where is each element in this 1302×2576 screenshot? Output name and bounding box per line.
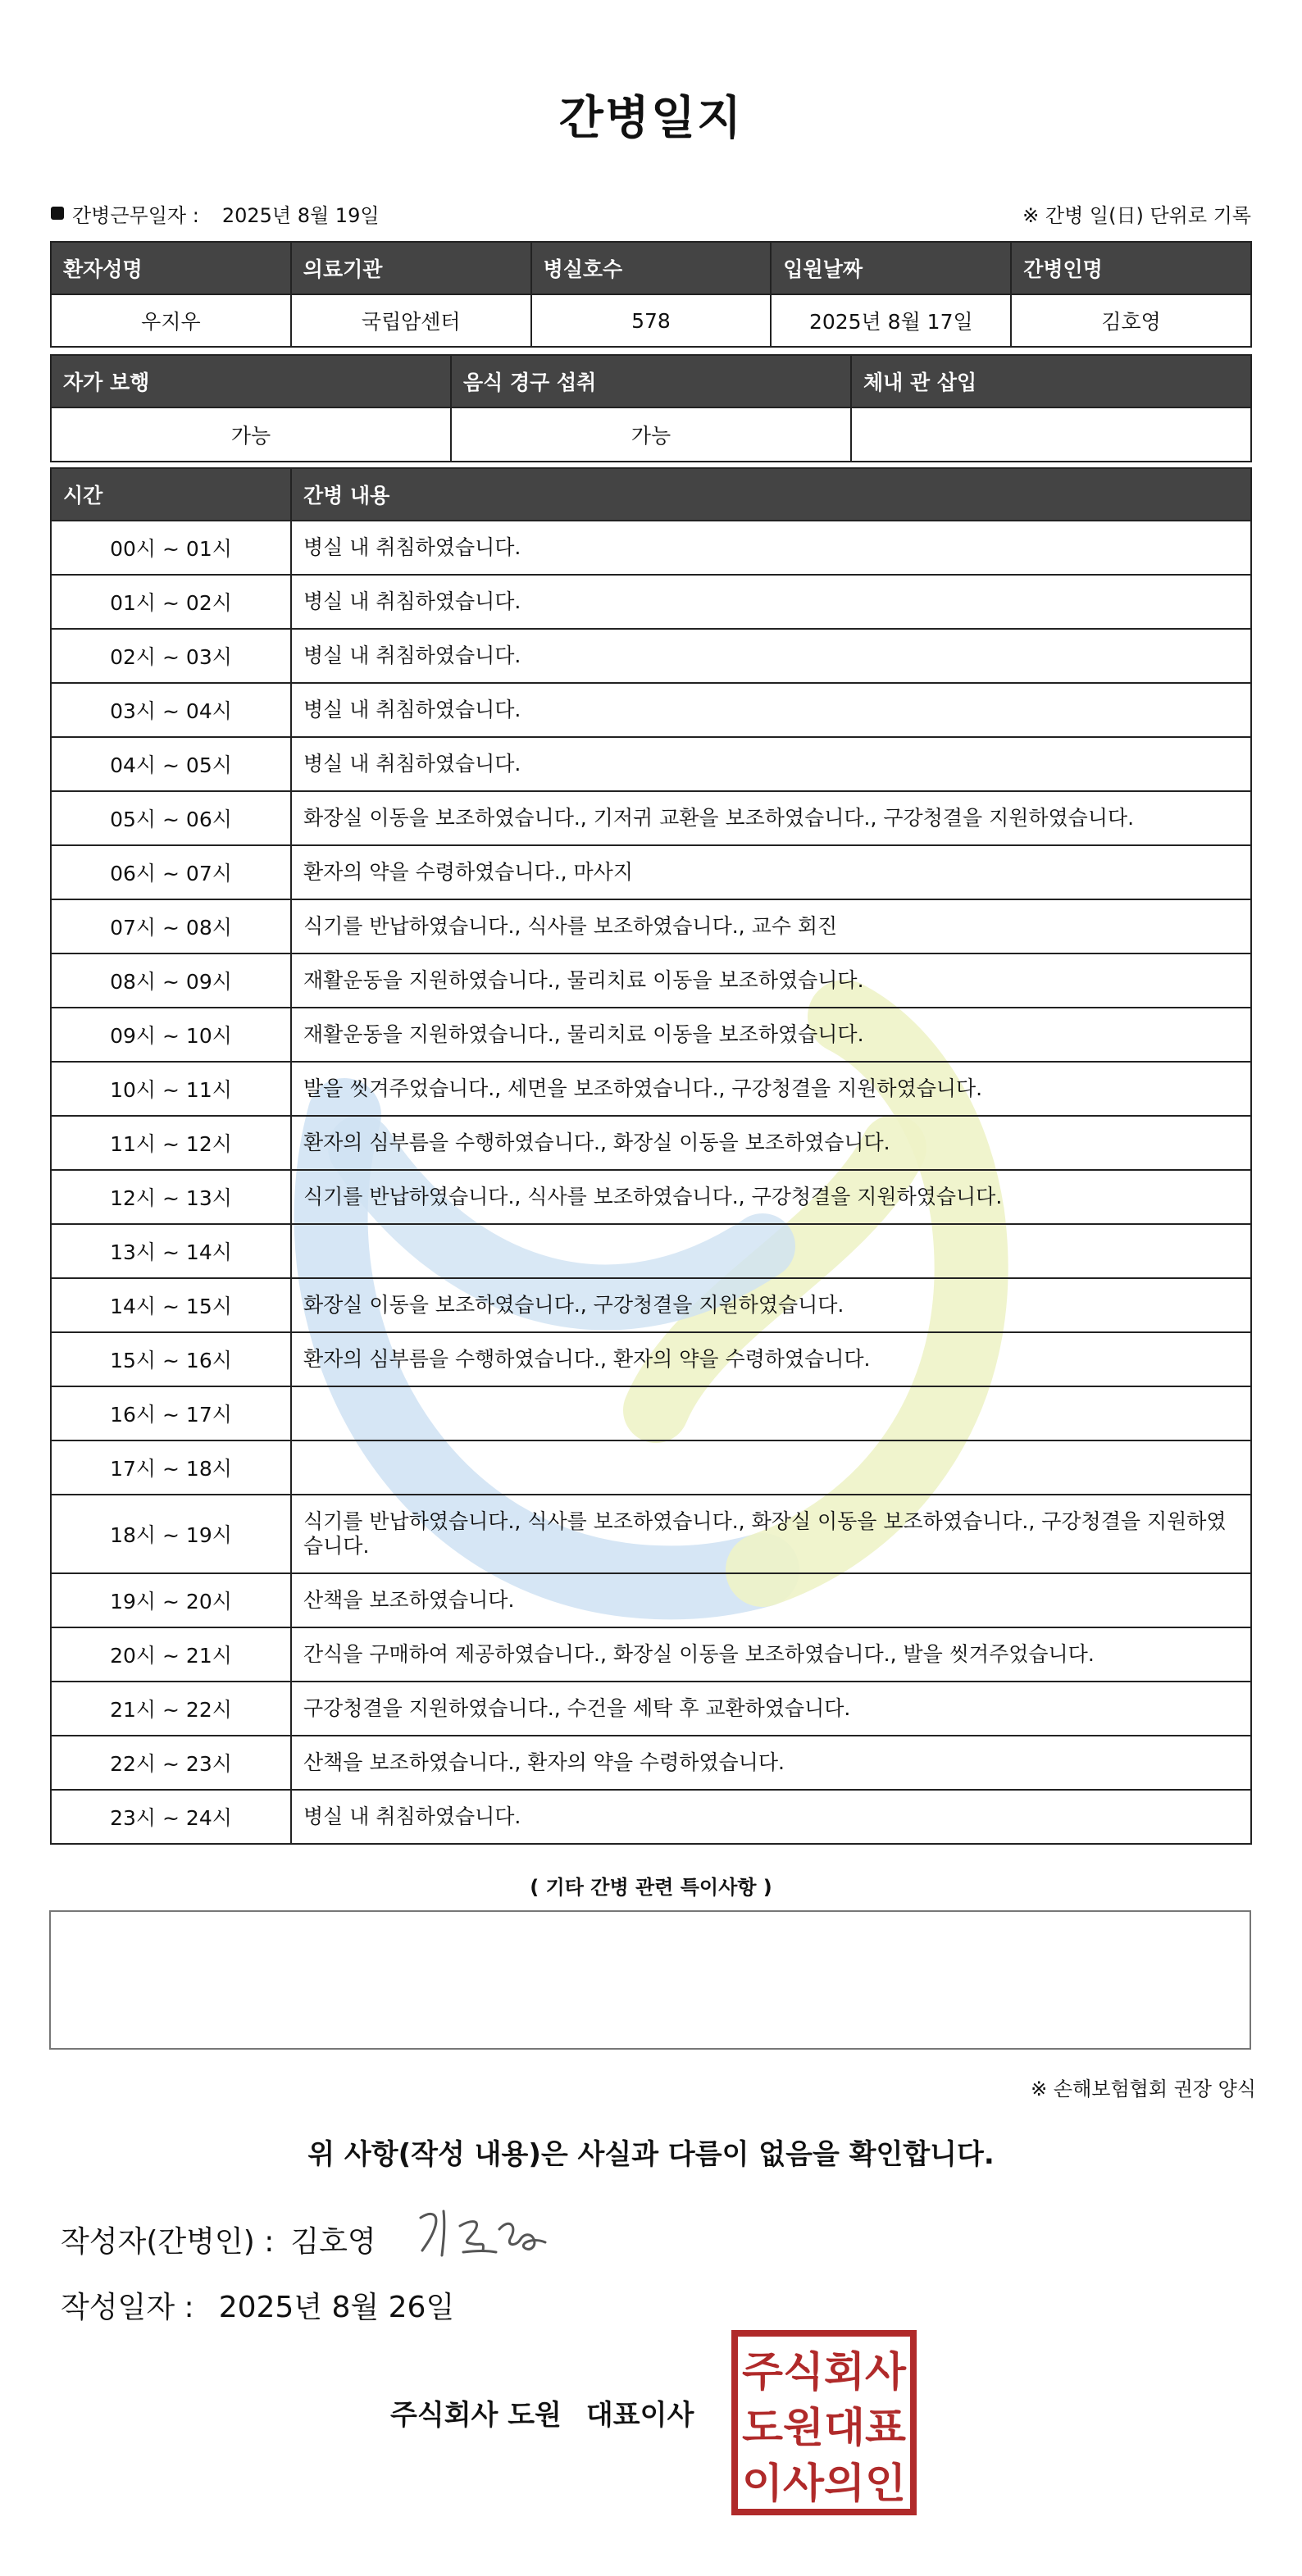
content-cell: 환자의 심부름을 수행하였습니다., 환자의 약을 수령하였습니다. [291, 1332, 1251, 1386]
time-cell: 17시 ~ 18시 [51, 1440, 291, 1495]
writer-name: 김호영 [290, 2225, 376, 2259]
time-cell: 22시 ~ 23시 [51, 1736, 291, 1790]
table-row [51, 1170, 1251, 1224]
caregiver-name: 김호영 [1011, 294, 1251, 347]
time-cell: 19시 ~ 20시 [51, 1573, 291, 1627]
table-row [51, 1224, 1251, 1278]
time-cell: 07시 ~ 08시 [51, 899, 291, 953]
time-cell: 23시 ~ 24시 [51, 1790, 291, 1844]
table-row [51, 737, 1251, 791]
header-oral-intake: 음식 경구 섭취 [451, 355, 851, 407]
table-row [51, 1627, 1251, 1682]
time-cell: 08시 ~ 09시 [51, 953, 291, 1008]
room-number: 578 [531, 294, 772, 347]
time-cell: 14시 ~ 15시 [51, 1278, 291, 1332]
table-row [51, 1440, 1251, 1495]
table-row [51, 521, 1251, 575]
table-row [51, 1573, 1251, 1627]
header-hospital: 의료기관 [291, 242, 531, 294]
content-cell: 병실 내 취침하였습니다. [291, 683, 1251, 737]
time-cell: 21시 ~ 22시 [51, 1682, 291, 1736]
content-cell: 환자의 심부름을 수행하였습니다., 화장실 이동을 보조하였습니다. [291, 1116, 1251, 1170]
svg-text:주식회사: 주식회사 [742, 2348, 907, 2396]
content-cell: 재활운동을 지원하였습니다., 물리치료 이동을 보조하였습니다. [291, 1008, 1251, 1062]
header-patient-name: 환자성명 [51, 242, 291, 294]
company-role: 대표이사 [585, 2399, 694, 2432]
content-cell: 재활운동을 지원하였습니다., 물리치료 이동을 보조하였습니다. [291, 953, 1251, 1008]
content-cell: 식기를 반납하였습니다., 식사를 보조하였습니다., 구강청결을 지원하였습니다. [291, 1170, 1251, 1224]
hospital-name: 국립암센터 [291, 294, 531, 347]
time-cell: 01시 ~ 02시 [51, 575, 291, 629]
content-cell: 병실 내 취침하였습니다. [291, 629, 1251, 683]
written-date-label: 작성일자 : [61, 2291, 194, 2324]
table-row [51, 1790, 1251, 1844]
patient-status-table [50, 354, 1252, 462]
table-row [51, 683, 1251, 737]
table-row [51, 953, 1251, 1008]
content-cell: 화장실 이동을 보조하였습니다., 기저귀 교환을 보조하였습니다., 구강청결을 지원하였습니다. [291, 791, 1251, 845]
header-tube-insertion: 체내 관 삽입 [851, 355, 1251, 407]
work-date-label: 간병근무일자 : [72, 203, 199, 227]
svg-text:도원대표: 도원대표 [742, 2404, 907, 2451]
form-source-note: ※ 손해보험협회 권장 양식 [1031, 2078, 1256, 2100]
patient-info-table [50, 241, 1252, 348]
table-row [51, 791, 1251, 845]
company-name: 주식회사 도원 [390, 2399, 562, 2432]
table-row [51, 1682, 1251, 1736]
time-cell: 00시 ~ 01시 [51, 521, 291, 575]
table-row [51, 1278, 1251, 1332]
tube-insertion-value [851, 407, 1251, 462]
content-cell: 식기를 반납하였습니다., 식사를 보조하였습니다., 화장실 이동을 보조하였습니다., 구강청결을 지원하였습니다. [291, 1495, 1251, 1573]
time-cell: 04시 ~ 05시 [51, 737, 291, 791]
oral-intake-value: 가능 [451, 407, 851, 462]
svg-text:이사의인: 이사의인 [742, 2460, 906, 2507]
content-cell: 환자의 약을 수령하였습니다., 마사지 [291, 845, 1251, 899]
table-row [51, 1116, 1251, 1170]
table-row [51, 845, 1251, 899]
time-cell: 15시 ~ 16시 [51, 1332, 291, 1386]
time-cell: 12시 ~ 13시 [51, 1170, 291, 1224]
table-row [51, 1386, 1251, 1440]
table-row [51, 629, 1251, 683]
record-unit-note: ※ 간병 일(日) 단위로 기록 [1022, 203, 1251, 227]
confirmation-statement: 위 사항(작성 내용)은 사실과 다름이 없음을 확인합니다. [307, 2138, 995, 2171]
content-cell: 구강청결을 지원하였습니다., 수건을 세탁 후 교환하였습니다. [291, 1682, 1251, 1736]
work-date-value: 2025년 8월 19일 [221, 203, 380, 227]
time-cell: 02시 ~ 03시 [51, 629, 291, 683]
table-row [51, 1062, 1251, 1116]
time-cell: 05시 ~ 06시 [51, 791, 291, 845]
table-row [51, 575, 1251, 629]
content-cell: 병실 내 취침하였습니다. [291, 1790, 1251, 1844]
self-walking-value: 가능 [51, 407, 451, 462]
table-row [51, 1736, 1251, 1790]
table-row [51, 899, 1251, 953]
time-cell: 03시 ~ 04시 [51, 683, 291, 737]
company-seal-stamp-icon [730, 2328, 918, 2517]
content-cell: 산책을 보조하였습니다. [291, 1573, 1251, 1627]
special-notes-title: ( 기타 간병 관련 특이사항 ) [530, 1876, 772, 1899]
time-cell: 11시 ~ 12시 [51, 1116, 291, 1170]
time-cell: 10시 ~ 11시 [51, 1062, 291, 1116]
content-cell: 산책을 보조하였습니다., 환자의 약을 수령하였습니다. [291, 1736, 1251, 1790]
content-cell [291, 1224, 1251, 1278]
content-cell [291, 1440, 1251, 1495]
written-date-line [61, 2284, 454, 2326]
writer-label: 작성자(간병인) : [61, 2225, 275, 2259]
header-room-number: 병실호수 [531, 242, 772, 294]
hourly-care-log-table [50, 467, 1252, 1845]
content-cell: 병실 내 취침하였습니다. [291, 521, 1251, 575]
content-cell: 식기를 반납하였습니다., 식사를 보조하였습니다., 교수 회진 [291, 899, 1251, 953]
time-cell: 06시 ~ 07시 [51, 845, 291, 899]
patient-name: 우지우 [51, 294, 291, 347]
document-title: 간병일지 [558, 92, 744, 145]
company-signature-line [390, 2392, 694, 2433]
work-date-row [51, 197, 1251, 230]
time-cell: 18시 ~ 19시 [51, 1495, 291, 1573]
header-care-content: 간병 내용 [291, 468, 1251, 521]
special-notes-box [49, 1910, 1251, 2050]
time-cell: 09시 ~ 10시 [51, 1008, 291, 1062]
square-bullet-icon [51, 207, 64, 220]
time-cell: 20시 ~ 21시 [51, 1627, 291, 1682]
time-cell: 13시 ~ 14시 [51, 1224, 291, 1278]
content-cell: 병실 내 취침하였습니다. [291, 737, 1251, 791]
content-cell: 간식을 구매하여 제공하였습니다., 화장실 이동을 보조하였습니다., 발을 씻겨주었습니다. [291, 1627, 1251, 1682]
content-cell: 병실 내 취침하였습니다. [291, 575, 1251, 629]
content-cell: 발을 씻겨주었습니다., 세면을 보조하였습니다., 구강청결을 지원하였습니다. [291, 1062, 1251, 1116]
header-admission-date: 입원날짜 [771, 242, 1011, 294]
admission-date: 2025년 8월 17일 [771, 294, 1011, 347]
header-caregiver-name: 간병인명 [1011, 242, 1251, 294]
writer-line [61, 2219, 376, 2260]
content-cell: 화장실 이동을 보조하였습니다., 구강청결을 지원하였습니다. [291, 1278, 1251, 1332]
handwritten-signature-icon [414, 2201, 562, 2267]
header-self-walking: 자가 보행 [51, 355, 451, 407]
content-cell [291, 1386, 1251, 1440]
header-time: 시간 [51, 468, 291, 521]
written-date-value: 2025년 8월 26일 [218, 2291, 455, 2324]
time-cell: 16시 ~ 17시 [51, 1386, 291, 1440]
table-row [51, 1332, 1251, 1386]
table-row [51, 1495, 1251, 1573]
table-row [51, 1008, 1251, 1062]
